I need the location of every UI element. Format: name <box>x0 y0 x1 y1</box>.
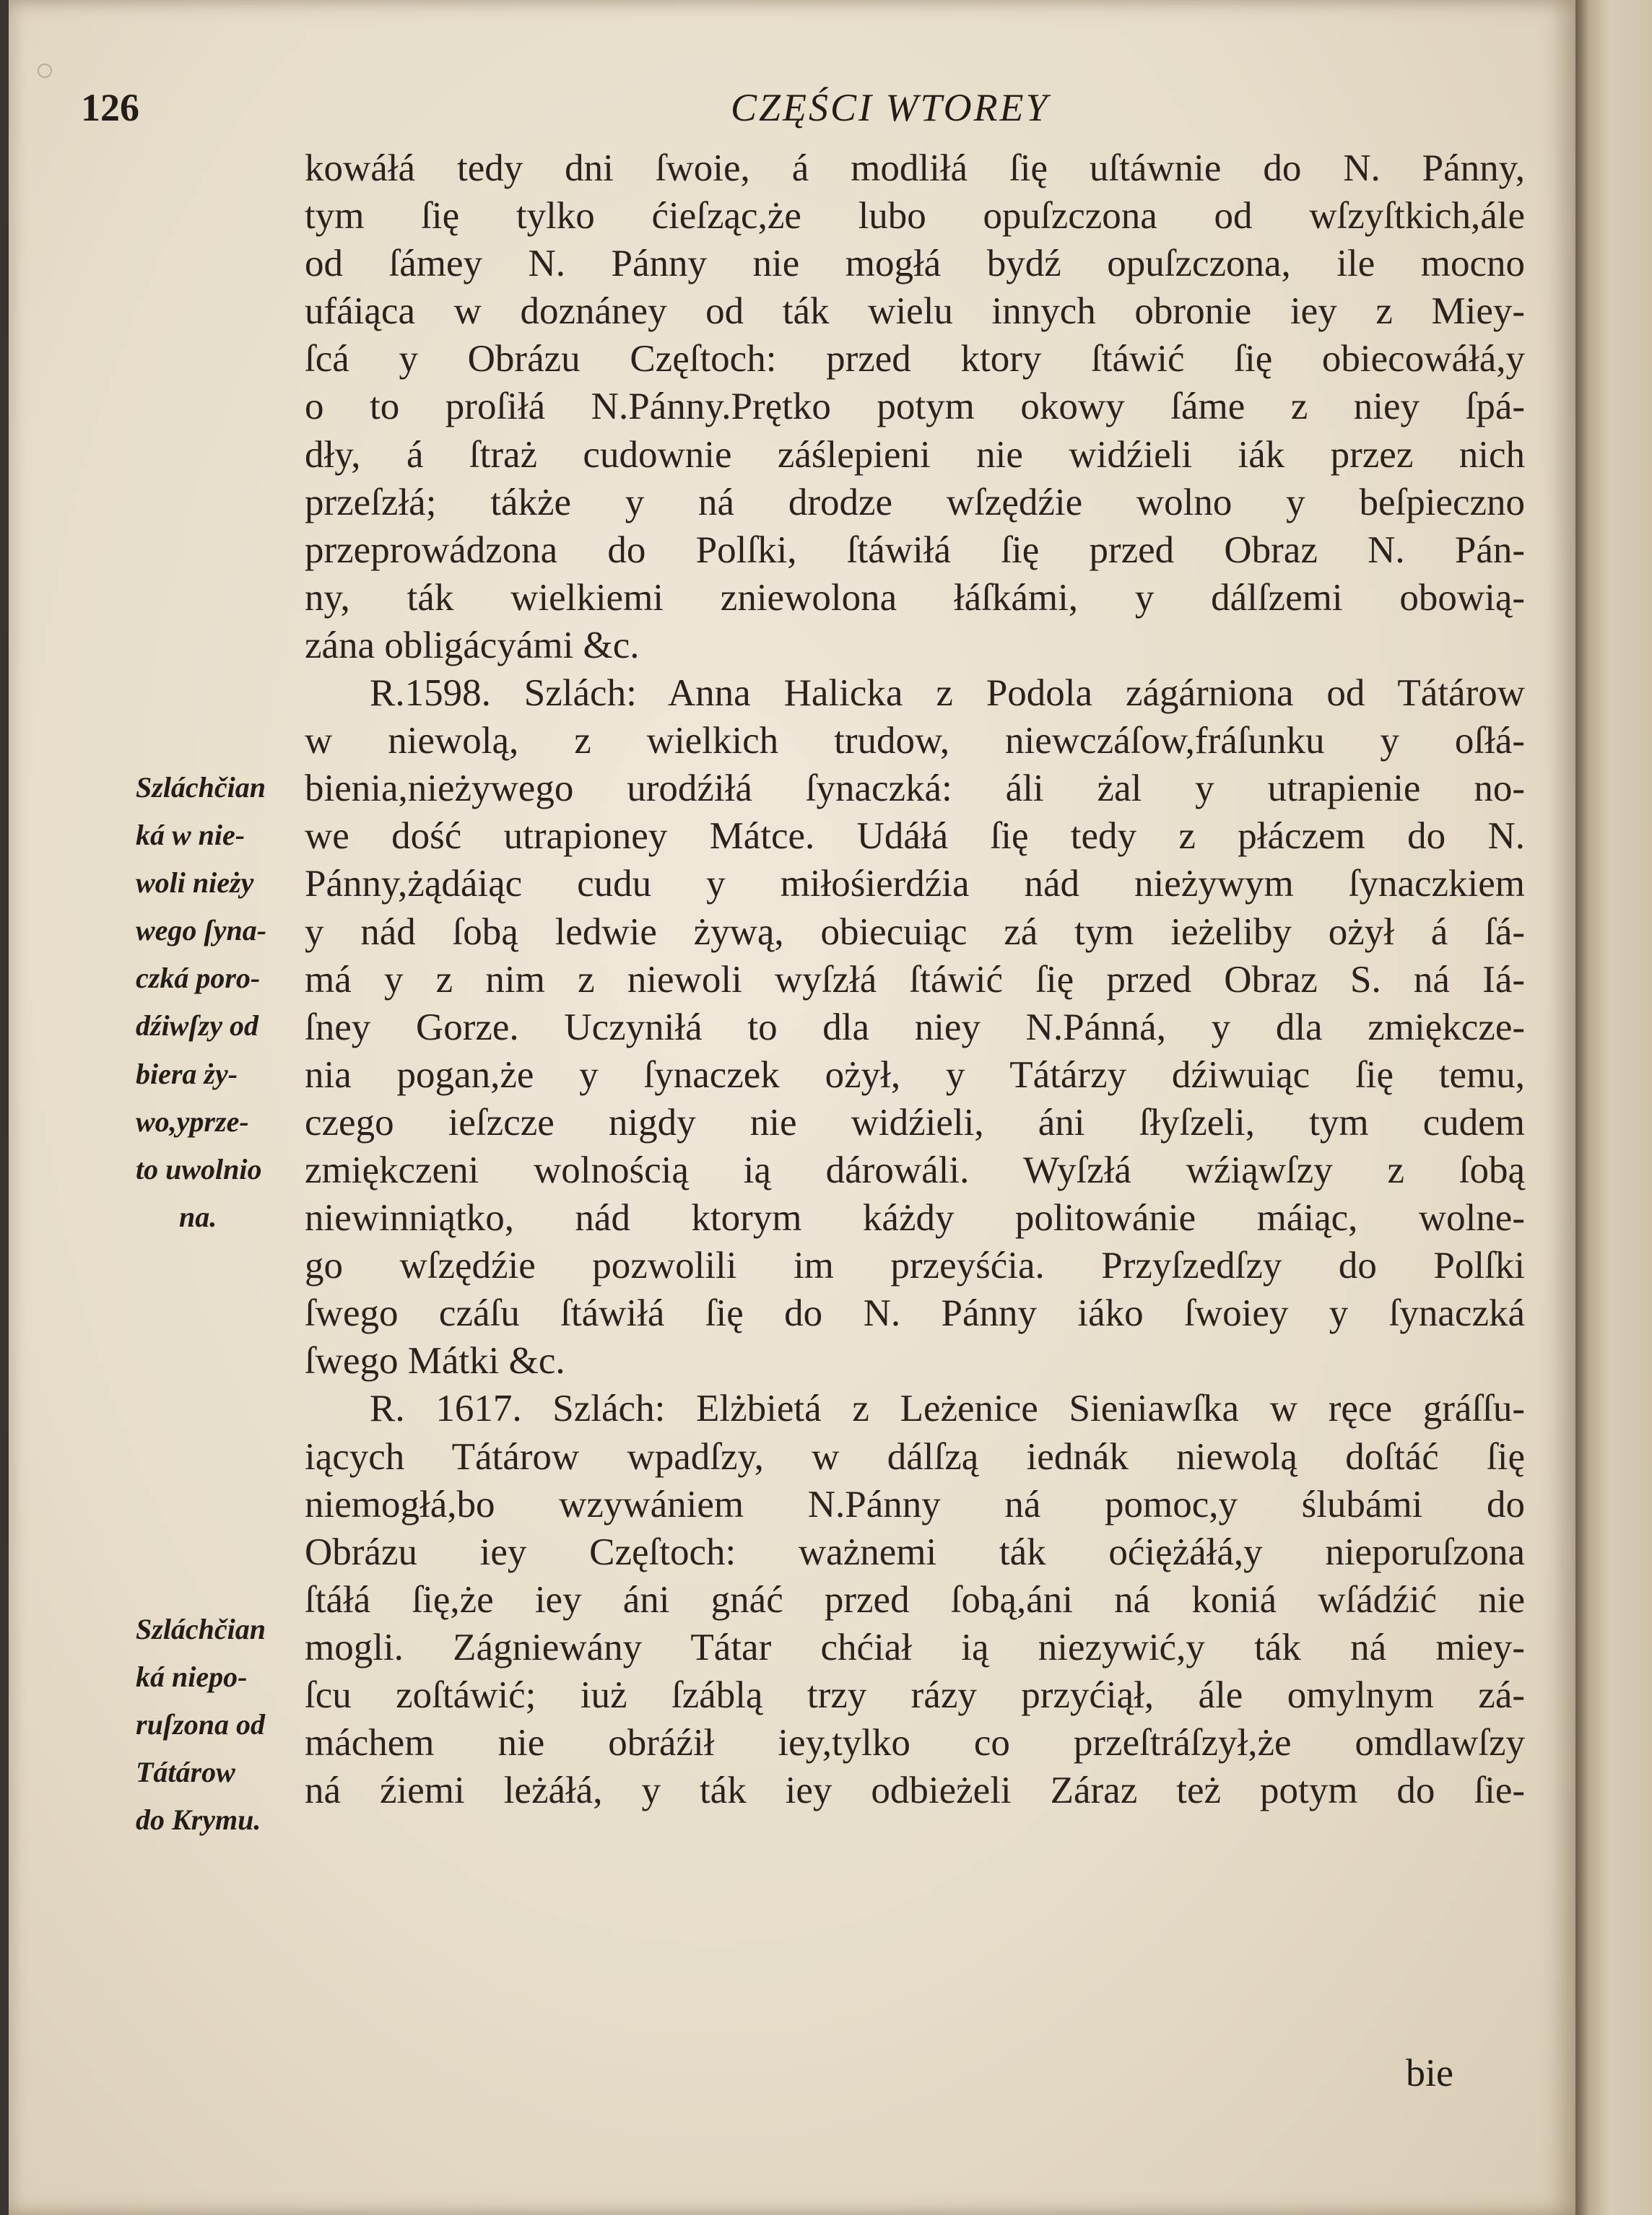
margin-note-line: ká w nie- <box>136 819 245 852</box>
text-line: ſney Gorze. Uczyniłá to dla niey N.Pánná, y dla zmiękcze- <box>305 1006 1525 1048</box>
margin-note-line: na. <box>179 1200 217 1233</box>
text-line: Obrázu iey Częſtoch: ważnemi ták oćiężáłá,y nieporuſzona <box>305 1531 1525 1573</box>
margin-note-line: biera ży- <box>136 1057 238 1090</box>
text-line: zána obligácyámi &c. <box>305 624 640 666</box>
text-line: R. 1617. Szlách: Elżbietá z Leżenice Sieniawſka w ręce gráſſu- <box>370 1388 1525 1430</box>
text-line: ná źiemi leżáłá, y ták iey odbieżeli Záraz też potym do ſie- <box>305 1770 1525 1812</box>
catchword: bie <box>1406 2051 1453 2094</box>
text-line: ſcu zoſtáwić; iuż ſzáblą trzy rázy przyćiął, ále omylnym zá- <box>305 1674 1525 1716</box>
text-line: go wſzędźie pozwolili im przeyśćia. Przyſzedſzy do Polſki <box>305 1245 1525 1287</box>
text-line: máchem nie obráźił iey,tylko co przeſtráſzył,że omdlawſzy <box>305 1722 1525 1764</box>
book-page <box>9 0 1575 2215</box>
text-line: niemogłá,bo wzywániem N.Pánny ná pomoc,y ślubámi do <box>305 1483 1525 1526</box>
margin-note-line: Tátárow <box>136 1756 235 1789</box>
running-head <box>81 85 1525 150</box>
text-line: przeſzłá; tákże y ná drodze wſzędźie wolno y beſpieczno <box>305 481 1525 523</box>
page-number: 126 <box>81 86 139 129</box>
margin-note-line: woli nieży <box>136 866 254 900</box>
page-header: CZĘŚCI WTOREY <box>731 86 1050 129</box>
text-line: R.1598. Szlách: Anna Halicka z Podola zágárniona od Tátárow <box>370 672 1525 715</box>
margin-note <box>136 764 309 1241</box>
text-line: bienia,nieżywego urodźiłá ſynaczká: áli żal y utrapienie no- <box>305 767 1525 810</box>
text-line: ufáiąca w doznáney od ták wielu innych obronie iey z Miey- <box>305 290 1525 333</box>
text-line: przeprowádzona do Polſki, ſtáwiłá ſię przed Obraz N. Pán- <box>305 528 1525 571</box>
margin-note-line: do Krymu. <box>136 1803 261 1837</box>
margin-note-line: to uwolnio <box>136 1152 262 1185</box>
text-line: mogli. Zágniewány Tátar chćiał ią niezywić,y ták ná miey- <box>305 1626 1525 1668</box>
text-line: we dość utrapioney Mátce. Udáłá ſię tedy z płáczem do N. <box>305 815 1525 858</box>
text-line: ſtáłá ſię,że iey áni gnáć przed ſobą,áni ná koniá wſádźić nie <box>305 1578 1525 1621</box>
margin-note-line: wego ſyna- <box>136 914 267 947</box>
margin-note-line: dźiwſzy od <box>136 1009 258 1043</box>
text-line: ny, ták wielkiemi zniewolona łáſkámi, y dálſzemi obowią- <box>305 576 1525 619</box>
margin-note-line: ká niepo- <box>136 1661 248 1694</box>
text-line: dły, á ſtraż cudownie záślepieni nie widźieli iák przez nich <box>305 433 1525 476</box>
text-line: o to proſiłá N.Pánny.Prętko potym okowy ſáme z niey ſpá- <box>305 386 1525 428</box>
text-line: iących Tátárow wpadſzy, w dálſzą iednák niewolą doſtáć ſię <box>305 1435 1525 1478</box>
text-line: má y z nim z niewoli wyſzłá ſtáwić ſię przed Obraz S. ná Iá- <box>305 958 1525 1001</box>
text-line: czego ieſzcze nigdy nie widźieli, áni ſłyſzeli, tym cudem <box>305 1101 1525 1144</box>
margin-note-line: Szláchčian <box>136 1613 266 1645</box>
text-line: Pánny,żądáiąc cudu y miłośierdźia nád nieżywym ſynaczkiem <box>305 863 1525 905</box>
text-line: od ſámey N. Pánny nie mogłá bydź opuſzczona, ile mocno <box>305 243 1525 285</box>
body-text <box>305 144 1525 1814</box>
text-line: tym ſię tylko ćieſząc,że lubo opuſzczona od wſzyſtkich,ále <box>305 195 1525 238</box>
text-line: w niewolą, z wielkich trudow, niewczáſow,fráſunku y oſłá- <box>305 720 1525 762</box>
next-page-edge <box>1575 0 1652 2215</box>
margin-note-line: czká poro- <box>136 962 261 995</box>
text-line: ſwego Mátki &c. <box>305 1340 565 1383</box>
text-line: y nád ſobą ledwie żywą, obiecuiąc zá tym ieżeliby ożył á ſá- <box>305 910 1525 953</box>
margin-note-line: Szláchčian <box>136 771 266 804</box>
text-line: niewinniątko, nád ktorym káżdy politowánie máiąc, wolne- <box>305 1197 1525 1240</box>
margin-note <box>136 1606 309 1844</box>
margin-note-line: wo,yprze- <box>136 1105 249 1138</box>
margin-note-line: ruſzona od <box>136 1708 265 1741</box>
paper-hole <box>38 64 52 78</box>
text-line: nia pogan,że y ſynaczek ożył, y Tátárzy dźiwuiąc ſię temu, <box>305 1053 1525 1096</box>
text-line: ſcá y Obrázu Częſtoch: przed ktory ſtáwić ſię obiecowáłá,y <box>305 338 1525 380</box>
text-line: ſwego czáſu ſtáwiłá ſię do N. Pánny iáko ſwoiey y ſynaczká <box>305 1292 1525 1335</box>
text-line: zmiękczeni wolnością ią dárowáli. Wyſzłá wźiąwſzy z ſobą <box>305 1149 1525 1191</box>
text-line: kowáłá tedy dni ſwoie, á modliłá ſię uſtáwnie do N. Pánny, <box>305 147 1525 189</box>
